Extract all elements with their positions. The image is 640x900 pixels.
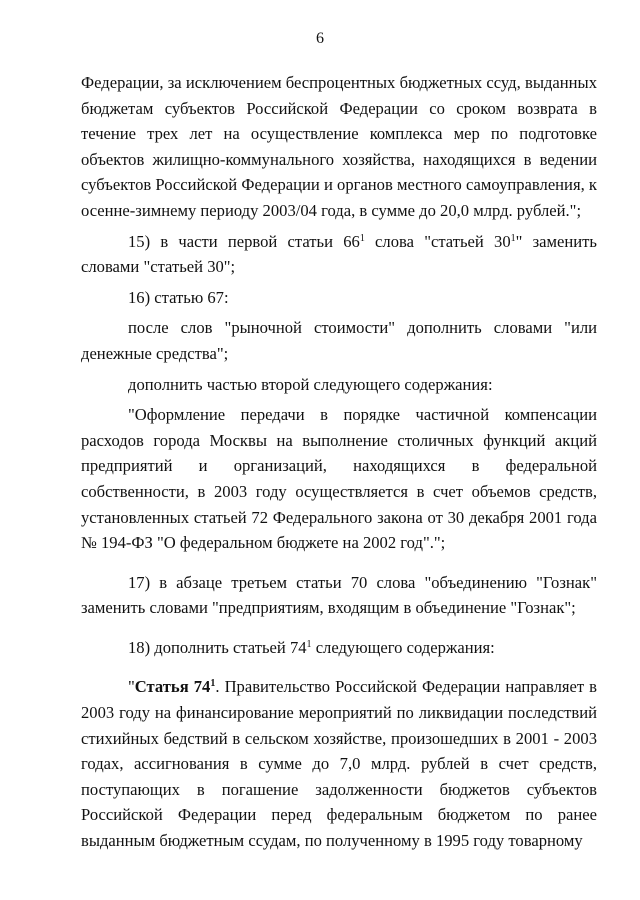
paragraph-item-15 [81, 229, 597, 280]
article-heading-text: Статья 74 [134, 677, 211, 697]
paragraph-item-17: 17) в абзаце третьем статьи 70 слова "объединению "Гознак" заменить словами "предприятиям, входящим в объединение "Гознак"; [81, 572, 597, 618]
paragraph-after-words: после слов "рыночной стоимости" дополнить словами "или денежные средства"; [81, 318, 597, 363]
document-body [81, 70, 597, 854]
paragraph-item-16: 16) статью 67: [128, 287, 229, 307]
paragraph-add-part-two: дополнить частью второй следующего содержания: [128, 374, 493, 394]
article-heading [135, 677, 216, 696]
page-number: 6 [316, 30, 324, 47]
paragraph-article-74-1 [81, 674, 597, 853]
paragraph-item-18 [81, 635, 597, 661]
item-18-text-a: 18) дополнить статьей 74 [128, 637, 307, 657]
item-18-text-b: следующего содержания: [311, 637, 495, 657]
article-body: . Правительство Российской Федерации направляет в 2003 году на финансирование мероприятий по ликвидации последствий стихийных бедствий в сельском хозяйстве, произошедших в 2001 - 2003 годах, ассигнования в сумме до 7,0 млрд. рублей в счет средств, поступающих в погашение задолженности бюджетов субъектов Российской Федерации перед федеральным бюджетом по ранее выданным бюджетным ссудам, по полученному в 1995 году товарному [81, 677, 597, 851]
item-15-sup-2: 1 [510, 232, 516, 244]
item-15-text-b: слова "статьей 30 [364, 231, 511, 251]
paragraph-quote-moscow: "Оформление передачи в порядке частичной компенсации расходов города Москвы на выполнение столичных функций акций предприятий и организаций, находящихся в федеральной собственности, в 2003 году осуществляется в счет объемов средств, установленных статьей 72 Федерального закона от 30 декабря 2001 года № 194-ФЗ "О федеральном бюджете на 2002 год"."; [81, 405, 597, 553]
item-15-text-c: " заменить словами "статьей 30"; [81, 231, 597, 277]
item-18-sup: 1 [306, 638, 312, 650]
paragraph-continuation: Федерации, за исключением беспроцентных бюджетных ссуд, выданных бюджетам субъектов Российской Федерации со сроком возврата в течение трех лет на осуществление комплекса мер по подготовке объектов жилищно-коммунального хозяйства, находящихся в ведении субъектов Российской Федерации и органов местного самоуправления, к осенне-зимнему периоду 2003/04 года, в сумме до 20,0 млрд. рублей."; [81, 73, 597, 220]
item-15-sup-1: 1 [359, 232, 365, 244]
article-heading-sup: 1 [210, 678, 216, 690]
item-15-text-a: 15) в части первой статьи 66 [128, 231, 360, 251]
article-quote-mark: " [128, 677, 135, 697]
